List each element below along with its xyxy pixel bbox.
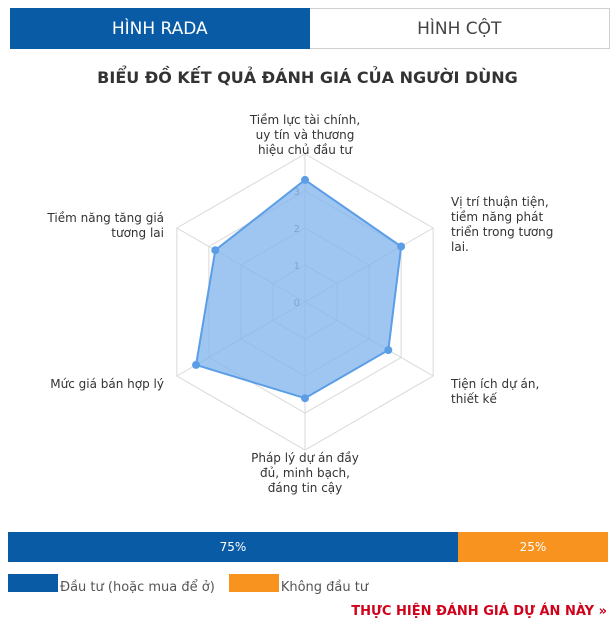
series-point-1[interactable]: [397, 243, 405, 251]
legend: [8, 574, 382, 595]
axis-label-3: Pháp lý dự án đầy đủ, minh bạch, đáng tin cậy: [251, 451, 359, 495]
legend-item-not-invest: [229, 574, 368, 595]
radar-series: [192, 176, 405, 402]
tab-column[interactable]: HÌNH CỘT: [310, 8, 611, 49]
axis-label-1: Vị trí thuận tiện, tiềm năng phát triển trong tương lai.: [451, 195, 554, 254]
axis-label-0: Tiềm lực tài chính, uy tín và thương hiệu chủ đầu tư: [249, 113, 361, 157]
distribution-bar: [8, 532, 608, 562]
axis-label-2: Tiện ích dự án, thiết kế: [451, 377, 540, 406]
legend-swatch-not-invest: [229, 574, 279, 592]
legend-item-invest: [8, 574, 215, 595]
series-area: [196, 180, 401, 398]
series-point-5[interactable]: [211, 246, 219, 254]
legend-label-invest: Đầu tư (hoặc mua để ở): [60, 580, 215, 595]
axis-label-4: Mức giá bán hợp lý: [50, 377, 164, 391]
series-point-2[interactable]: [384, 346, 392, 354]
chart-title: BIỂU ĐỒ KẾT QUẢ ĐÁNH GIÁ CỦA NGƯỜI DÙNG: [97, 68, 518, 87]
axis-label-5: Tiềm năng tăng giá tương lai: [47, 211, 164, 240]
legend-label-not-invest: Không đầu tư: [280, 580, 369, 595]
series-point-3[interactable]: [301, 394, 309, 402]
series-point-4[interactable]: [192, 361, 200, 369]
segment-not-invest: 25%: [458, 532, 608, 562]
legend-swatch-invest: [8, 574, 58, 592]
tab-radar[interactable]: HÌNH RADA: [10, 8, 310, 49]
segment-invest: 75%: [8, 532, 458, 562]
series-point-0[interactable]: [301, 176, 309, 184]
evaluate-project-link[interactable]: THỰC HIỆN ĐÁNH GIÁ DỰ ÁN NÀY »: [351, 604, 607, 619]
